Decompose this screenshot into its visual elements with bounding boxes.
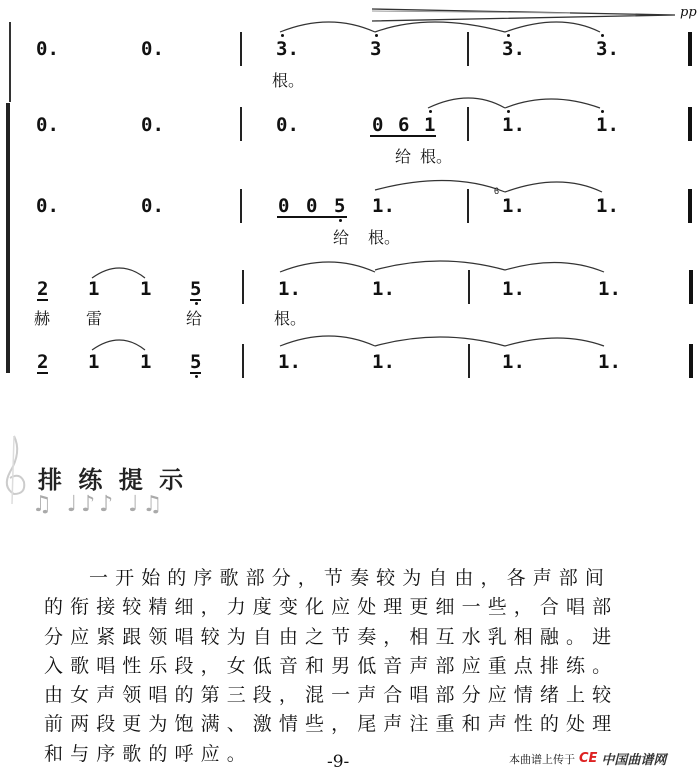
note: 1.: [372, 195, 395, 217]
rehearsal-notes-paragraph: 一开始的序歌部分，节奏较为自由，各声部间的衔接较精细，力度变化应处理更细一些，合唱部分应紧跟领唱较为自由之节奏，相互水乳相融。进入歌唱性乐段，女低音和男低音声部应重点排练。由女声领唱的第三段，混一声合唱部分应情绪上较前两段更为饱满、激情些，尾声注重和声性的处理和与序歌的呼应。: [44, 567, 619, 765]
note: 1.: [598, 278, 621, 300]
end-barline: [689, 270, 693, 304]
lyric: 根。: [274, 309, 307, 328]
note: 6: [398, 114, 410, 136]
note: 1.: [372, 351, 395, 373]
lyric: 雷: [86, 309, 103, 328]
note: 0.: [276, 114, 299, 136]
lyric: 根。: [272, 71, 305, 90]
note: 3: [370, 38, 382, 60]
music-notes-decoration-icon: ♫ ♩♪♪ ♩♫: [32, 492, 167, 517]
lyric: 给: [395, 147, 412, 166]
grace-note-mark: 6: [494, 186, 500, 196]
upload-watermark: [509, 749, 666, 768]
note: 3.: [276, 38, 299, 60]
end-barline: [688, 107, 692, 141]
barline: [240, 189, 242, 223]
note: 1: [140, 278, 152, 300]
slur: [280, 22, 375, 32]
upload-note: 本曲谱上传于: [509, 752, 575, 766]
barline: [467, 189, 469, 223]
barline: [240, 107, 242, 141]
note: 1.: [372, 278, 395, 300]
note: 1: [88, 278, 100, 300]
site-name: 中国曲谱网: [601, 753, 667, 768]
slur: [505, 338, 604, 346]
slur: [505, 262, 604, 272]
note: 5: [190, 278, 202, 300]
barline: [240, 32, 242, 66]
slur: [375, 337, 505, 346]
slurs: [0, 0, 700, 380]
barline: [242, 270, 244, 304]
note: 2: [37, 278, 49, 300]
note: 1: [88, 351, 100, 373]
note: 1.: [596, 195, 619, 217]
note: 2: [37, 351, 49, 373]
slur: [505, 99, 600, 108]
note: 0.: [141, 195, 164, 217]
note: 5: [190, 351, 202, 373]
slur: [280, 262, 375, 272]
barline: [468, 344, 470, 378]
note: 1: [424, 114, 436, 136]
barline: [242, 344, 244, 378]
note: 1.: [598, 351, 621, 373]
note: 5: [334, 195, 346, 217]
note: 1.: [502, 114, 525, 136]
lyric: 赫: [34, 309, 51, 328]
lyric: 给: [186, 309, 203, 328]
note: 0.: [141, 38, 164, 60]
note: 0: [306, 195, 318, 217]
note: 1: [140, 351, 152, 373]
lyric: 根。: [420, 147, 453, 166]
note: 0: [372, 114, 384, 136]
note: 0: [278, 195, 290, 217]
note: 0.: [36, 195, 59, 217]
barline: [467, 32, 469, 66]
note: 1.: [502, 351, 525, 373]
slur: [375, 180, 505, 192]
lyric: 根。: [368, 228, 401, 247]
barline: [467, 107, 469, 141]
note: 1.: [278, 351, 301, 373]
page-number: -9-: [327, 752, 350, 772]
dynamic-marking: pp: [680, 5, 697, 20]
site-logo-icon: CE: [579, 751, 598, 766]
end-barline: [688, 189, 692, 223]
slur: [505, 22, 600, 32]
end-barline: [688, 32, 692, 66]
end-barline: [689, 344, 693, 378]
note: 0.: [141, 114, 164, 136]
slur: [375, 261, 505, 270]
slur: [92, 268, 145, 278]
note: 1.: [278, 278, 301, 300]
note: 1.: [502, 195, 525, 217]
note: 0.: [36, 114, 59, 136]
note: 3.: [502, 38, 525, 60]
note: 1.: [502, 278, 525, 300]
slur: [505, 182, 602, 192]
slur: [375, 22, 505, 32]
barline: [468, 270, 470, 304]
note: 0.: [36, 38, 59, 60]
section-title: 排 练 提 示: [38, 466, 188, 494]
lyric: 给: [333, 228, 350, 247]
note: 1.: [596, 114, 619, 136]
slur: [92, 340, 145, 350]
note: 3.: [596, 38, 619, 60]
slur: [280, 336, 375, 346]
